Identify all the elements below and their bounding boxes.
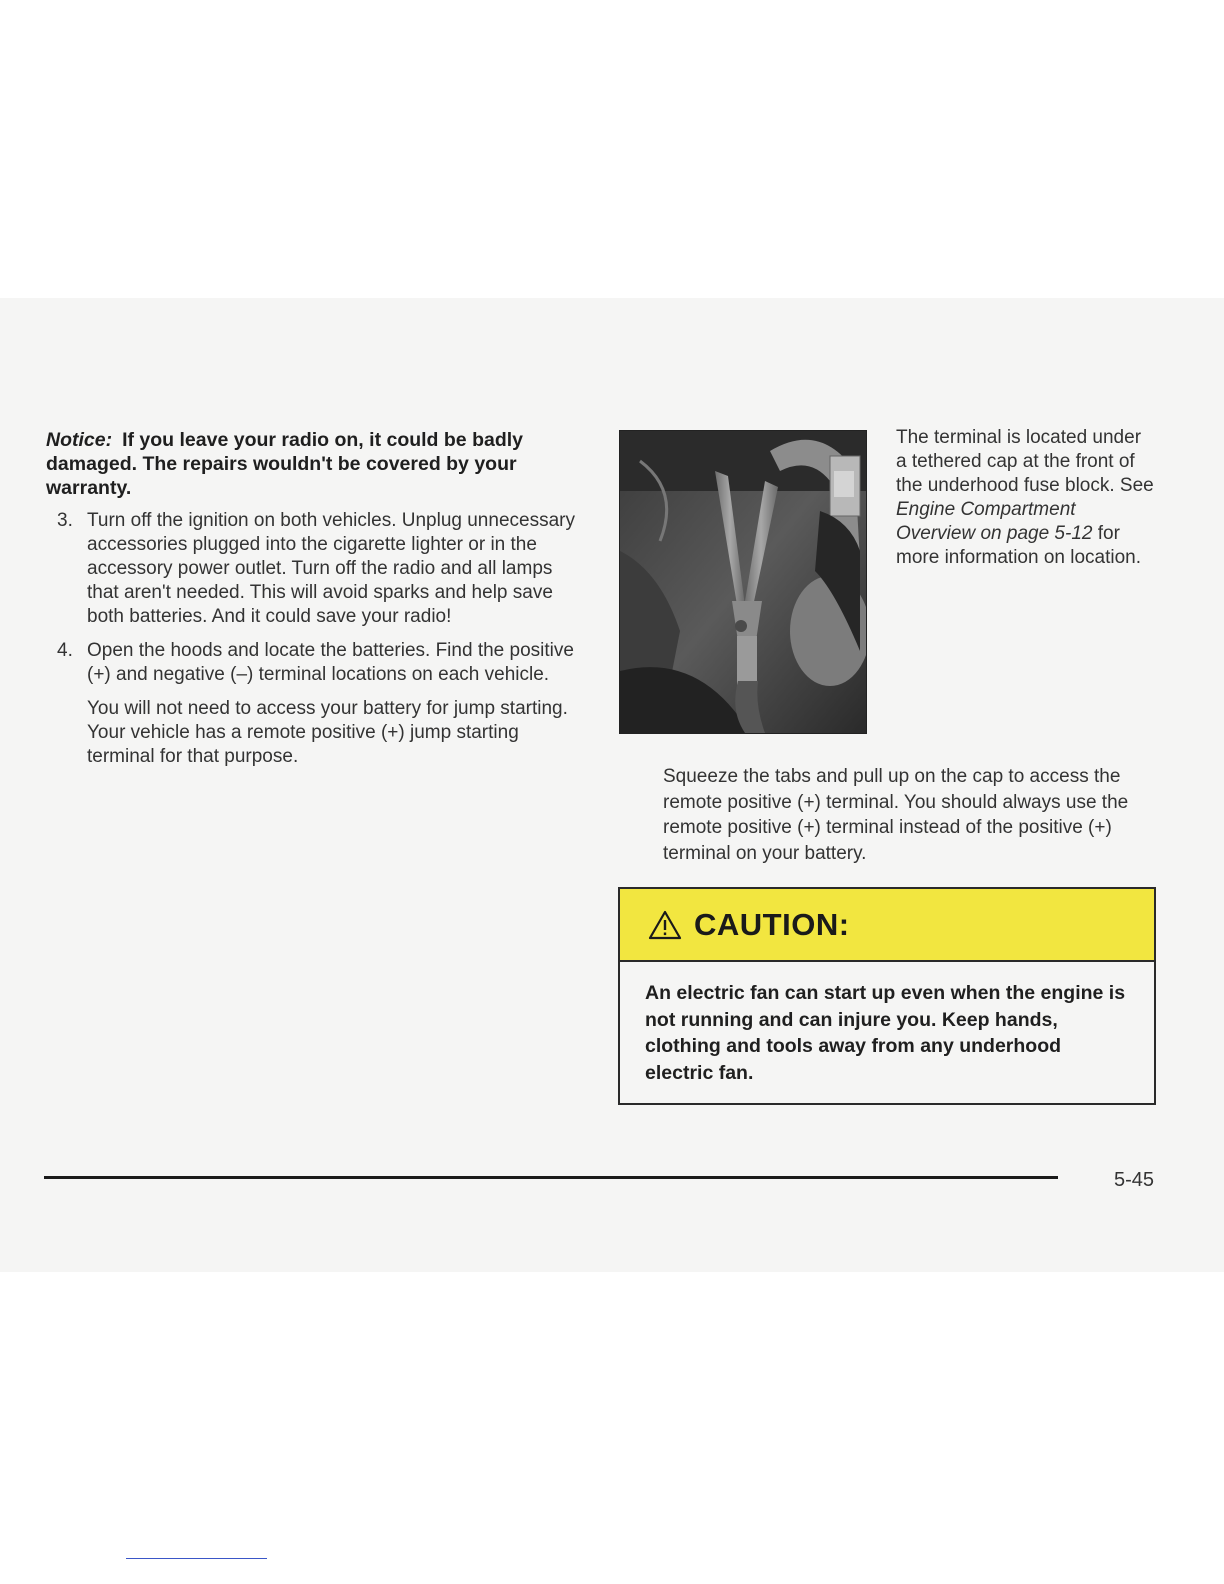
notice-label: Notice: — [46, 429, 113, 451]
step-text: Turn off the ignition on both vehicles. Unplug unnecessary accessories plugged into the cigarette lighter or in the accessory power outlet. Turn off the radio and all lamps that aren't needed. This will avoid sparks and help save both batteries. And it could save your radio! — [87, 510, 575, 627]
steps-list — [50, 509, 580, 779]
jumper-clamp-photo — [619, 430, 867, 734]
step-item — [50, 639, 580, 769]
caution-header — [620, 889, 1154, 962]
step-text: Open the hoods and locate the batteries. Find the positive (+) and negative (–) terminal locations on each vehicle. — [87, 640, 574, 685]
caution-text: An electric fan can start up even when the engine is not running and can injure you. Keep hands, clothing and tools away from any underhood electric fan. — [645, 982, 1126, 1084]
footer-rule — [44, 1176, 1058, 1179]
bottom-link-underline — [126, 1558, 267, 1559]
caution-box — [618, 887, 1156, 1105]
step-number: 4. — [57, 640, 73, 661]
jumper-clamp-illustration — [620, 431, 866, 733]
terminal-text-before: The terminal is located under a tethered cap at the front of the underhood fuse block. See — [896, 427, 1154, 496]
notice-text: If you leave your radio on, it could be badly damaged. The repairs wouldn't be covered by your warranty. — [46, 429, 523, 499]
step-number: 3. — [57, 510, 73, 531]
warning-triangle-icon — [648, 910, 682, 940]
step-note: You will not need to access your battery for jump starting. Your vehicle has a remote positive (+) jump starting terminal for that purpose. — [87, 698, 568, 767]
terminal-location-text — [896, 426, 1156, 570]
engine-compartment-reference: Engine Compartment Overview on page 5-12 — [896, 499, 1093, 544]
step-item — [50, 509, 580, 629]
terminal-text-after: for more information on location. — [896, 523, 1142, 568]
caution-title: CAUTION: — [694, 906, 850, 942]
page-number: 5-45 — [1114, 1169, 1155, 1191]
notice-paragraph — [46, 428, 591, 500]
squeeze-paragraph: Squeeze the tabs and pull up on the cap to access the remote positive (+) terminal. You should always use the remote positive (+) terminal instead of the positive (+) terminal on your battery. — [663, 766, 1129, 864]
